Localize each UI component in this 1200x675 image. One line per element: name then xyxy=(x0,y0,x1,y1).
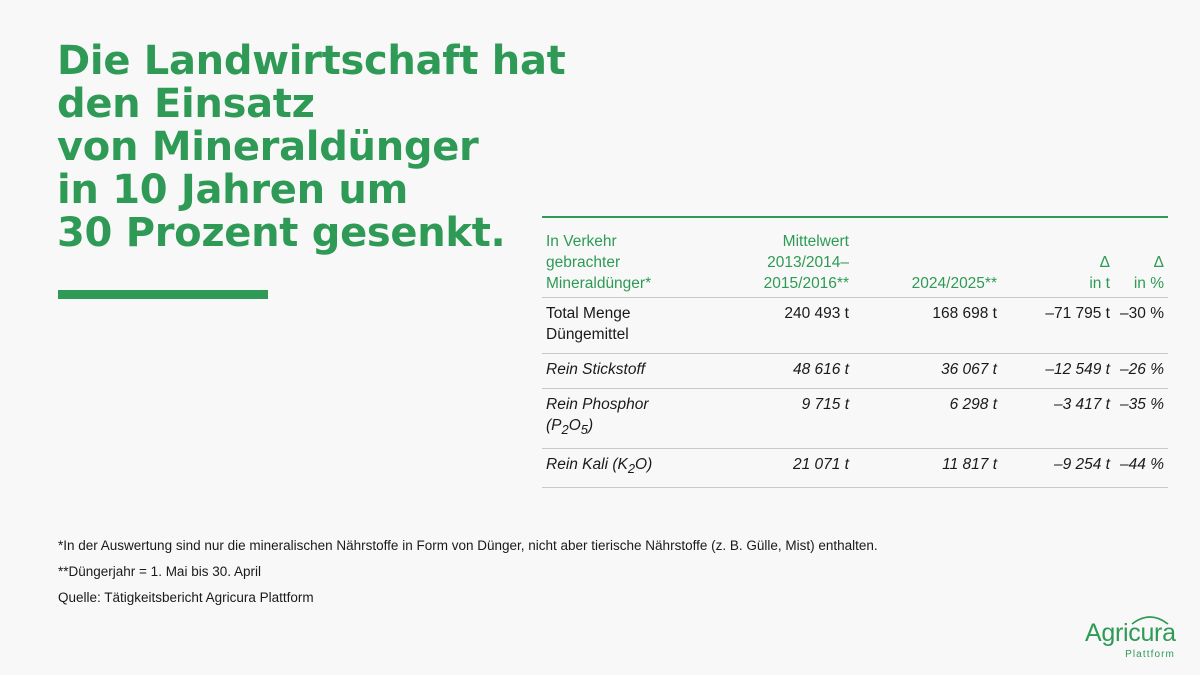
header-text: gebrachter xyxy=(546,254,621,271)
header-text: In Verkehr xyxy=(546,233,617,250)
table-row xyxy=(542,354,1168,389)
table-row xyxy=(542,298,1168,354)
row-label-text: Rein Kali (K xyxy=(546,456,628,474)
header-text: 2015/2016** xyxy=(763,275,849,292)
row-label-text: O) xyxy=(635,456,653,474)
row-label-text: (P xyxy=(546,417,562,434)
subscript: 5 xyxy=(580,422,588,438)
row-label xyxy=(542,449,715,488)
logo-subtitle: Plattform xyxy=(1125,649,1175,660)
cell-delta-tons: –9 254 t xyxy=(1001,449,1114,488)
cell-delta-percent: –44 % xyxy=(1114,449,1168,488)
subscript: 2 xyxy=(627,461,636,477)
cell-average: 9 715 t xyxy=(715,389,853,449)
logo-name: Agricura xyxy=(1085,619,1176,647)
header-text: 2013/2014– xyxy=(767,254,849,271)
header-text: in % xyxy=(1133,275,1164,292)
header-delta-percent xyxy=(1114,218,1168,298)
headline-line: den Einsatz xyxy=(57,81,315,127)
cell-current: 36 067 t xyxy=(853,354,1001,389)
row-label-text: Rein Phosphor xyxy=(546,396,649,413)
cell-average: 240 493 t xyxy=(715,298,853,354)
data-table xyxy=(542,218,1168,488)
headline-line: von Mineraldünger xyxy=(57,124,479,170)
cell-delta-tons: –12 549 t xyxy=(1001,354,1114,389)
footnote-mineral: *In der Auswertung sind nur die mineralischen Nährstoffe in Form von Dünger, nicht aber tierische Nährstoffe (z. B. Gülle, Mist) enthalten. xyxy=(58,538,878,553)
accent-bar xyxy=(58,290,268,299)
cell-delta-percent: –26 % xyxy=(1114,354,1168,389)
source-note: Quelle: Tätigkeitsbericht Agricura Plattform xyxy=(58,590,314,605)
header-text: Mineraldünger* xyxy=(546,275,652,292)
agricura-logo xyxy=(1080,612,1180,662)
subscript: 2 xyxy=(561,422,569,438)
header-text: Δ xyxy=(1099,254,1110,271)
row-label-text: Total Menge xyxy=(546,305,631,322)
cell-current: 11 817 t xyxy=(853,449,1001,488)
row-label-text: Düngemittel xyxy=(546,326,629,343)
row-label: Rein Stickstoff xyxy=(542,354,715,389)
cell-average: 21 071 t xyxy=(715,449,853,488)
cell-delta-percent: –35 % xyxy=(1114,389,1168,449)
row-label xyxy=(542,389,715,449)
header-current-year: 2024/2025** xyxy=(853,218,1001,298)
row-label-text: O xyxy=(568,417,581,434)
headline-line: Die Landwirtschaft hat xyxy=(57,38,566,84)
headline xyxy=(57,40,566,255)
header-text: Δ xyxy=(1153,254,1164,271)
footnote-fertilizer-year: **Düngerjahr = 1. Mai bis 30. April xyxy=(58,564,261,579)
header-fertilizer xyxy=(542,218,715,298)
header-text: Mittelwert xyxy=(782,233,849,250)
cell-delta-tons: –71 795 t xyxy=(1001,298,1114,354)
cell-delta-percent: –30 % xyxy=(1114,298,1168,354)
headline-line: 30 Prozent gesenkt. xyxy=(57,210,506,256)
table-header-row xyxy=(542,218,1168,298)
cell-average: 48 616 t xyxy=(715,354,853,389)
header-average xyxy=(715,218,853,298)
table-row xyxy=(542,449,1168,488)
headline-line: in 10 Jahren um xyxy=(57,167,408,213)
table-row xyxy=(542,389,1168,449)
header-delta-tons xyxy=(1001,218,1114,298)
header-text: in t xyxy=(1089,275,1110,292)
cell-delta-tons: –3 417 t xyxy=(1001,389,1114,449)
cell-current: 168 698 t xyxy=(853,298,1001,354)
row-label-text: ) xyxy=(587,417,594,434)
row-label xyxy=(542,298,715,354)
fertilizer-table xyxy=(542,216,1168,488)
cell-current: 6 298 t xyxy=(853,389,1001,449)
